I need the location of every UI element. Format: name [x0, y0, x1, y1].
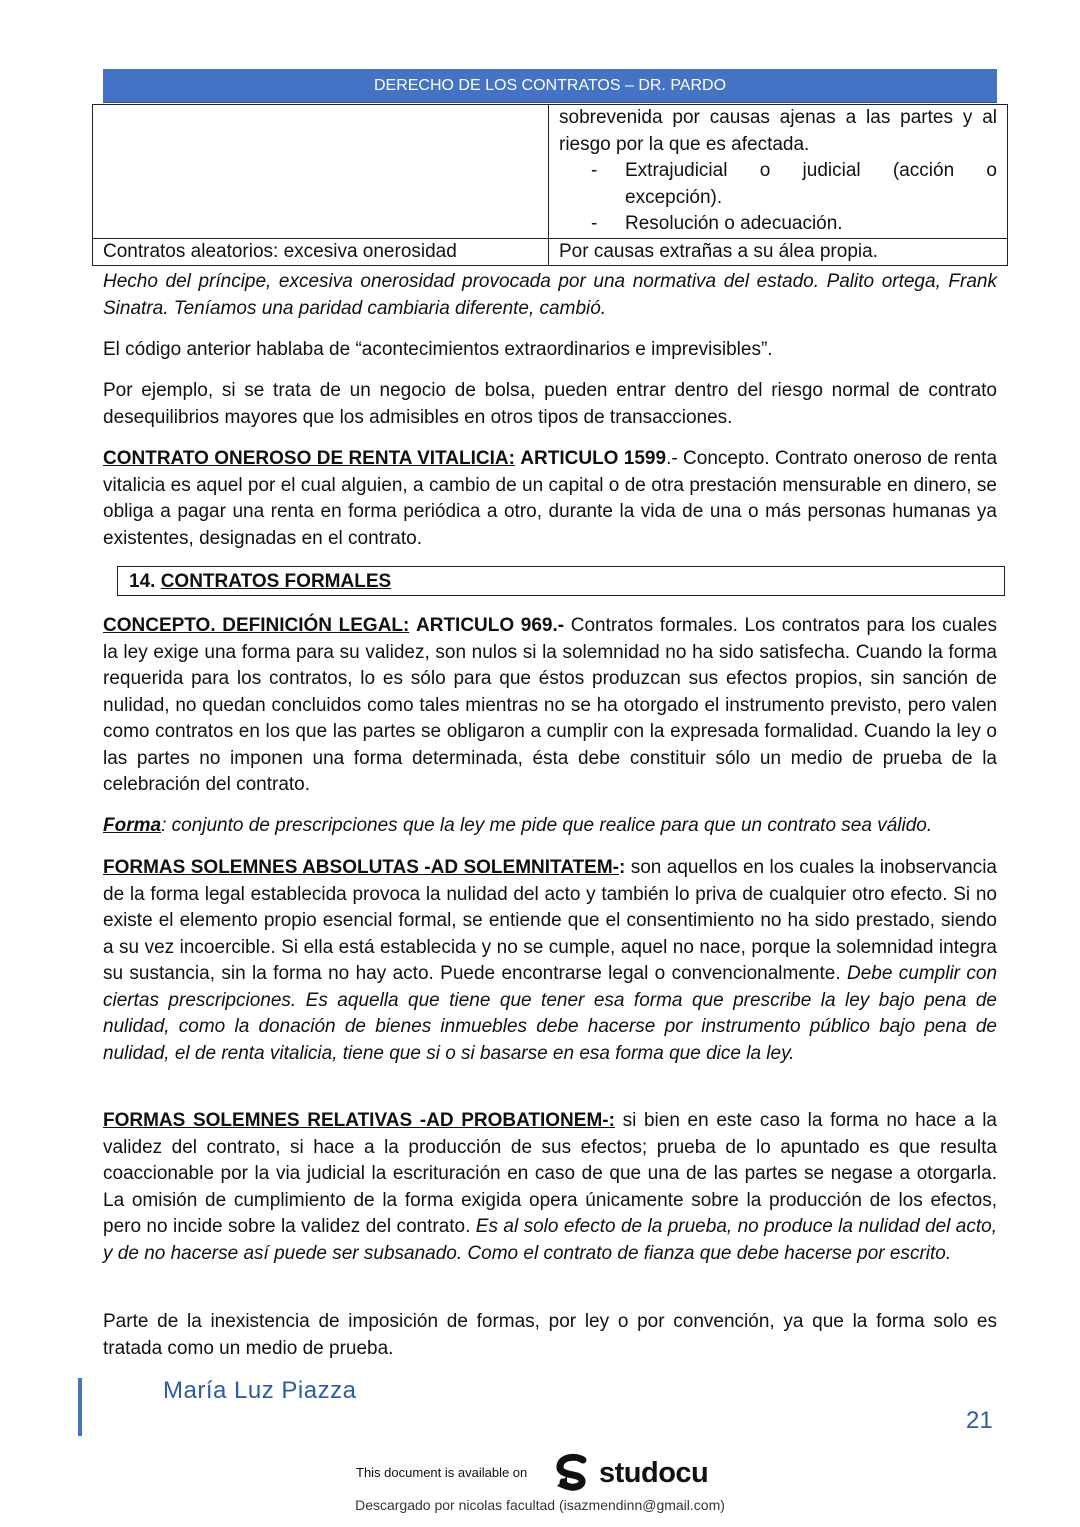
- paragraph: [103, 269, 997, 322]
- dash-list: [559, 158, 997, 238]
- word: o: [759, 160, 771, 181]
- table-cell-empty: [93, 105, 549, 239]
- paragraph: [103, 1108, 997, 1267]
- paragraph-heading: Forma: [103, 815, 162, 836]
- list-item: [591, 158, 997, 211]
- paragraph-text: Hecho del príncipe, excesiva onerosidad provocada por una normativa del estado. Palito ortega, Frank Sinatra. Teníamos una paridad cambiaria diferente, cambió.: [103, 271, 997, 319]
- paragraph-text: : conjunto de prescripciones que la ley me pide que realice para que un contrato sea válido.: [161, 815, 933, 836]
- header-title: DERECHO DE LOS CONTRATOS – DR. PARDO: [373, 76, 727, 94]
- paragraph-heading: FORMAS SOLEMNES RELATIVAS -AD PROBATIONEM-:: [103, 1110, 615, 1131]
- list-item-continuation: excepción).: [625, 186, 723, 208]
- word: o: [986, 160, 997, 181]
- list-item-line: [625, 158, 997, 185]
- onerosity-table: [92, 104, 1008, 266]
- author-name: María Luz Piazza: [163, 1377, 357, 1404]
- page-number: 21: [966, 1407, 993, 1434]
- table-cell: [549, 105, 1008, 239]
- paragraph-text: El código anterior hablaba de “acontecimientos extraordinarios e imprevisibles”.: [103, 339, 773, 360]
- table-cell: Por causas extrañas a su álea propia.: [549, 238, 1008, 266]
- studocu-logo-icon: [553, 1452, 595, 1494]
- section-number: 14.: [129, 571, 156, 592]
- paragraph-text: Parte de la inexistencia de imposición de formas, por ley o por convención, ya que la forma solo es tratada como un medio de prueba.: [103, 1311, 997, 1359]
- article-ref: ARTICULO 969.-: [416, 615, 565, 636]
- paragraph-text: Por ejemplo, si se trata de un negocio de bolsa, pueden entrar dentro del riesgo normal de contrato desequilibrios mayores que los admisibles en otros tipos de transacciones.: [103, 380, 997, 428]
- paragraph-text: .- Concepto. Contrato oneroso de renta vitalicia es aquel por el cual alguien, a cambio de un capital o de otra prestación mensurable en dinero, se obliga a pagar una renta en forma periódica a otro, durante la vida de una o más personas humanas ya existentes, designadas en el contrato.: [103, 448, 998, 549]
- word: (acción: [892, 160, 955, 181]
- paragraph: [103, 378, 997, 431]
- paragraph-italic: Es al solo efecto de la prueba, no produce la nulidad del acto, y de no hacerse así puede ser subsanado. Como el contrato de fianza que debe hacerse por escrito.: [103, 1216, 997, 1264]
- paragraph-heading: CONCEPTO. DEFINICIÓN LEGAL:: [103, 615, 410, 636]
- table-row: [93, 238, 1008, 266]
- heading-colon: :: [618, 857, 626, 878]
- availability-text: This document is available on: [356, 1465, 528, 1480]
- brand-name: studocu: [599, 1456, 709, 1489]
- article-ref: ARTICULO 1599: [520, 448, 667, 469]
- paragraph-heading: CONTRATO ONEROSO DE RENTA VITALICIA:: [103, 448, 515, 469]
- table-cell: Contratos aleatorios: excesiva onerosidad: [93, 238, 549, 266]
- paragraph: [103, 813, 997, 840]
- word: - Extrajudicial: [625, 160, 728, 181]
- cell-text: sobrevenida por causas ajenas a las partes y al riesgo por la que es afectada.: [559, 107, 997, 155]
- table-row: [93, 105, 1008, 239]
- footer-accent-bar: [78, 1378, 82, 1436]
- paragraph: [103, 337, 997, 364]
- paragraph: [103, 855, 997, 1067]
- section-title: CONTRATOS FORMALES: [160, 571, 392, 592]
- paragraph-heading: FORMAS SOLEMNES ABSOLUTAS -AD SOLEMNITATEM-: [103, 857, 619, 878]
- paragraph: [103, 1309, 997, 1362]
- paragraph-italic: Debe cumplir con ciertas prescripciones. Es aquella que tiene que tener esa forma que prescribe la ley bajo pena de nulidad, como la donación de bienes inmuebles debe hacerse por instrumento público bajo pena de nulidad, el de renta vitalicia, tiene que si o si basarse en esa forma que dice la ley.: [103, 963, 998, 1064]
- paragraph-text: son aquellos en los cuales la inobservancia de la forma legal establecida provoca la nulidad del acto y también lo priva de cualquier otro efecto. Si no existe el elemento propio esencial formal, se entiende que el consentimiento no ha sido prestado, siendo a su vez incoercible. Si ella está establecida y no se cumple, aquel no nace, porque la solemnidad integra su sustancia, sin la forma no hay acto. Puede encontrarse legal o convencionalmente.: [103, 857, 997, 984]
- page-header: [103, 69, 997, 102]
- studocu-logo[interactable]: [553, 1452, 708, 1494]
- paragraph: [103, 613, 997, 799]
- paragraph-text: Contratos formales. Los contratos para los cuales la ley exige una forma para su validez, son nulos si la solemnidad no ha sido satisfecha. Cuando la forma requerida para los contratos, lo es sólo para que éstos produzcan sus efectos propios, sin sanción de nulidad, no quedan concluidos como tales mientras no se ha otorgado el instrumento previsto, pero valen como contratos en los que las partes se obligaron a cumplir con la expresada formalidad. Cuando la ley o las partes no imponen una forma determinada, ésta debe constituir sólo un medio de prueba de la celebración del contrato.: [103, 615, 998, 795]
- list-item: - Resolución o adecuación.: [591, 211, 997, 238]
- word: judicial: [802, 160, 861, 181]
- section-heading: [117, 566, 1005, 596]
- paragraph-text: si bien en este caso la forma no hace a la validez del contrato, si hace a la producción de sus efectos; prueba de lo apuntado es que resulta coaccionable por la via judicial la escrituración en caso de que una de las partes se negase a otorgarla. La omisión de cumplimiento de la forma exigida opera únicamente sobre la producción de los efectos, pero no incide sobre la validez del contrato.: [103, 1110, 997, 1237]
- download-notice: Descargado por nicolas facultad (isazmendinn@gmail.com): [355, 1497, 725, 1513]
- paragraph: [103, 446, 997, 552]
